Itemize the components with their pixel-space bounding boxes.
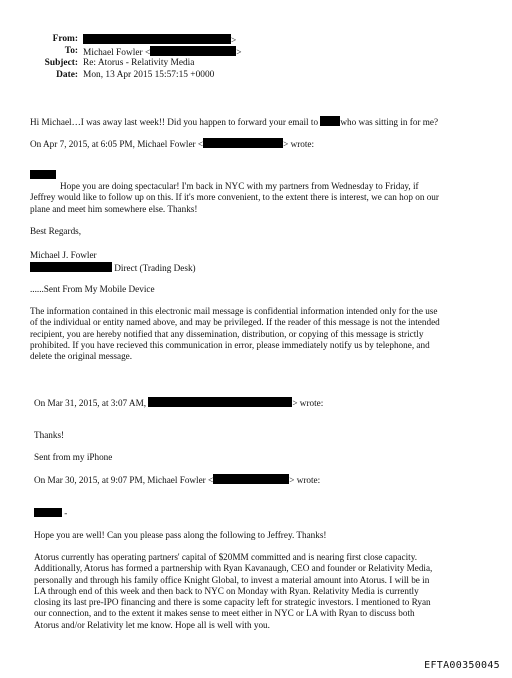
subject-label: Subject: bbox=[44, 58, 78, 68]
redaction-bar bbox=[150, 46, 236, 56]
signature-name: Michael J. Fowler bbox=[30, 250, 97, 260]
reply-line: Hi Michael…I was away last week!! Did you happen to forward your email to who was sitting in for me? bbox=[30, 117, 439, 127]
thanks: Thanks! bbox=[34, 430, 65, 440]
greeting-redacted-2: - bbox=[34, 508, 67, 519]
quote-header-mar31: On Mar 31, 2015, at 3:07 AM, > wrote: bbox=[34, 398, 324, 408]
paragraph-spectacular: Hope you are doing spectacular! I'm back in NYC with my partners from Wednesday to Friday, if Jeffrey would like to follow up on this. If it's more convenient, to the extent there is interest, we can hop on our plane and meet him somewhere else. Thanks! bbox=[30, 181, 439, 214]
quote-header-mar30: On Mar 30, 2015, at 9:07 PM, Michael Fowler < > wrote: bbox=[34, 475, 321, 485]
greeting-redacted bbox=[30, 170, 56, 181]
sent-from-iphone: Sent from my iPhone bbox=[34, 452, 113, 462]
bates-number: EFTA00350045 bbox=[424, 660, 500, 671]
redaction-bar bbox=[148, 397, 292, 407]
redaction-bar bbox=[30, 262, 112, 272]
redaction-bar bbox=[203, 138, 283, 148]
redaction-bar bbox=[320, 116, 340, 126]
date-label: Date: bbox=[56, 70, 78, 80]
redaction-bar bbox=[30, 170, 56, 179]
quote-header-apr7: On Apr 7, 2015, at 6:05 PM, Michael Fowler < > wrote: bbox=[30, 139, 315, 149]
sent-from-mobile: ......Sent From My Mobile Device bbox=[30, 284, 155, 294]
hope-line: Hope you are well! Can you please pass along the following to Jeffrey. Thanks! bbox=[34, 530, 327, 540]
to-label: To: bbox=[64, 46, 78, 56]
from-label: From: bbox=[52, 34, 78, 44]
regards: Best Regards, bbox=[30, 226, 82, 236]
to-value: Michael Fowler < > bbox=[83, 48, 242, 58]
confidentiality-notice: The information contained in this electronic mail message is confidential information intended only for the use of the individual or entity named above, and may be privileged. If the reader of this message is not the intended recipient, you are hereby notified that any dissemination, distribution, or copying of this message is strictly prohibited. If you have recieved this communication in error, please immediately notify us by telephone, and delete the original message. bbox=[30, 306, 440, 362]
redaction-bar bbox=[213, 474, 289, 484]
redaction-bar bbox=[83, 34, 231, 44]
subject-value: Re: Atorus - Relativity Media bbox=[83, 58, 195, 68]
redaction-bar bbox=[34, 508, 62, 517]
from-value: > bbox=[83, 34, 236, 46]
signature-direct: Direct (Trading Desk) bbox=[30, 262, 196, 274]
paragraph-atorus: Atorus currently has operating partners' capital of $20MM committed and is nearing first close capacity. Additionally, Atorus has formed a partnership with Ryan Kavanaugh, CEO and founder or Relativity Media, personally and through his family office Knight Global, to invest a material amount into Atorus. I will be in LA through end of this week and then back to NYC on Monday with Ryan. Relativity Media is currently closing its last pre-IPO financing and there is some capacity left for strategic investors. I mentioned to Ryan our connection, and to the extent it makes sense to meet either in NYC or LA with Ryan to discuss both Atorus and/or Relativity let me know. Hope all is well with you. bbox=[34, 552, 433, 630]
date-value: Mon, 13 Apr 2015 15:57:15 +0000 bbox=[83, 70, 215, 80]
